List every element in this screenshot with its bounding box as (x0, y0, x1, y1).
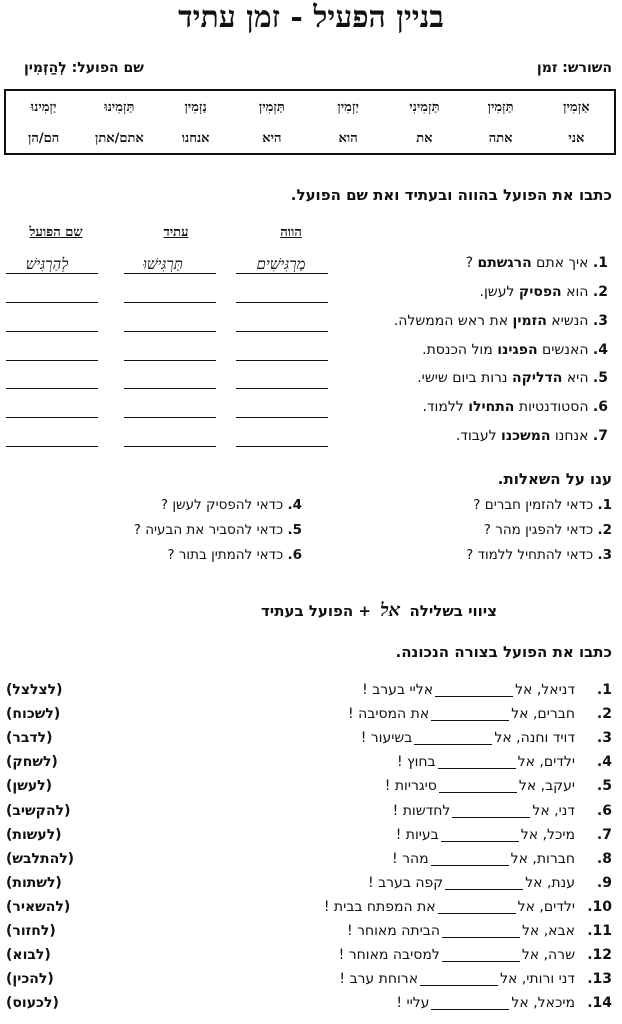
question-text: כדאי להתחיל ללמוד ? (466, 547, 594, 563)
conj-pronoun: את (416, 130, 433, 146)
conj-form: תַּזְמִין (258, 99, 285, 115)
verb-hint: (לבוא) (6, 947, 51, 964)
answer-blank[interactable] (438, 913, 516, 914)
item-after: סיגריות ! (384, 778, 437, 795)
sentence-verb: הדליקה (512, 370, 563, 386)
sentence-row (456, 426, 608, 446)
sentence-after: מול הכנסת. (422, 342, 498, 358)
sentence-row (422, 397, 608, 417)
infinitive-label: שם הפועל: לְהַזְמִין (24, 60, 144, 76)
sentence-before: איך אתם (531, 255, 589, 271)
fill-in-item (397, 754, 575, 770)
sentence-number: 2. (592, 284, 608, 300)
sentence-after: ללמוד. (422, 399, 469, 415)
item-after: הביתה מאוחר ! (347, 923, 440, 939)
item-after: בעיות ! (395, 826, 439, 843)
example-future: תַּרְגִּישׁוּ (143, 255, 183, 273)
item-number: 7. (596, 826, 612, 843)
section2-instruction: ענו על השאלות. (497, 470, 612, 488)
conj-pronoun: הוא (338, 130, 358, 146)
item-after: למסיבה מאוחר ! (338, 947, 440, 964)
question-item (466, 547, 612, 563)
fill-in-item (339, 971, 575, 987)
item-number: 3. (596, 730, 612, 747)
answer-line-infinitive[interactable] (6, 417, 98, 418)
item-before: ענת, אל (525, 874, 575, 891)
answer-blank[interactable] (420, 985, 498, 986)
question-text: כדאי להפגין מהר ? (483, 522, 594, 538)
item-number: 1. (596, 682, 612, 698)
verb-hint: (לשכוח) (6, 706, 61, 723)
sentence-number: 1. (592, 255, 608, 271)
answer-blank[interactable] (442, 961, 520, 962)
heading-left: + הפועל בעתיד (260, 602, 371, 620)
sentence-row (466, 253, 608, 273)
answer-line-future[interactable] (124, 273, 216, 274)
item-number: 5. (596, 778, 612, 795)
item-number: 12. (587, 947, 612, 964)
question-text: כדאי להסביר את הבעיה ? (133, 522, 284, 538)
sentence-row (480, 282, 608, 302)
sentence-before: הנשיא (546, 313, 589, 329)
answer-blank[interactable] (438, 768, 516, 769)
sentence-before: האנשים (537, 342, 589, 358)
question-number: 5. (287, 522, 302, 538)
verb-hint: (להקשיב) (6, 802, 71, 819)
answer-blank[interactable] (431, 1009, 509, 1010)
answer-line-future[interactable] (124, 388, 216, 389)
sentence-number: 4. (592, 342, 608, 358)
answer-line-present[interactable] (236, 302, 328, 303)
item-number: 9. (596, 874, 612, 891)
sentence-verb: הפגינו (497, 342, 538, 358)
answer-blank[interactable] (452, 817, 530, 818)
verb-hint: (לדבר) (6, 730, 53, 747)
item-before: ילדים, אל (517, 754, 575, 771)
conj-pronoun: היא (262, 130, 282, 146)
conj-form: יַזְמִין (337, 99, 359, 115)
item-after: את המפתח בבית ! (323, 898, 436, 915)
answer-line-present[interactable] (236, 446, 328, 447)
conj-pronoun: אתם/אתן (95, 130, 144, 146)
item-before: דני ורותי, אל (500, 971, 575, 988)
question-item (167, 547, 302, 563)
sentence-row (422, 340, 608, 360)
answer-line-future[interactable] (124, 446, 216, 447)
sentence-before: אנחנו (550, 428, 589, 444)
sentence-verb: הרגשתם (477, 255, 532, 271)
answer-line-infinitive[interactable] (6, 331, 98, 332)
section3-instruction: כתבו את הפועל בצורה הנכונה. (395, 643, 612, 661)
conj-form: תַּזְמִינוּ (104, 99, 135, 115)
question-item (484, 522, 612, 538)
conj-form: תַּזְמִין (487, 99, 514, 115)
sentence-before: הסטודנטיות (514, 399, 589, 415)
section3-heading (261, 600, 497, 621)
item-after: ארוחת ערב ! (339, 971, 419, 988)
fill-in-item (396, 827, 575, 843)
item-after: את המסיבה ! (348, 706, 430, 723)
answer-line-present[interactable] (236, 331, 328, 332)
fill-in-item (362, 682, 575, 698)
verb-hint: (להתלבש) (6, 850, 75, 867)
verb-hint: (לכעוס) (6, 995, 59, 1012)
item-after: בחוץ ! (396, 754, 436, 771)
sentence-verb: הפסיק (518, 284, 562, 300)
item-before: מיכל, אל (520, 826, 575, 843)
question-item (161, 497, 302, 513)
question-number: 2. (597, 522, 612, 538)
item-after: מהר ! (392, 850, 429, 867)
item-before: שרה, אל (521, 947, 575, 964)
answer-line-future[interactable] (124, 331, 216, 332)
question-number: 3. (597, 547, 612, 563)
conj-form: אַזְמִין (563, 99, 590, 115)
heading-right: ציווי בשלילה (409, 602, 497, 620)
fill-in-item (361, 730, 575, 746)
header-future: עתיד (163, 225, 189, 240)
conj-pronoun: אנחנו (181, 130, 210, 146)
verb-hint: (לעשות) (6, 826, 62, 843)
question-item (134, 522, 302, 538)
answer-line-infinitive[interactable] (6, 273, 98, 274)
conj-pronoun: אני (568, 130, 585, 146)
item-after: לחדשות ! (392, 802, 451, 819)
verb-hint: (להשאיר) (6, 898, 71, 915)
answer-line-present[interactable] (236, 388, 328, 389)
sentence-verb: המשכנו (501, 428, 551, 444)
example-infinitive: לְהַרְגִּישׁ (25, 255, 69, 273)
item-before: יעקב, אל (518, 778, 575, 795)
verb-hint: (לשחק) (6, 754, 58, 771)
item-before: מיכאל, אל (511, 995, 575, 1012)
sentence-number: 5. (592, 370, 608, 386)
answer-line-present[interactable] (236, 360, 328, 361)
item-after: עליי ! (396, 995, 430, 1012)
answer-line-future[interactable] (124, 360, 216, 361)
item-after: אליי בערב ! (362, 682, 434, 698)
answer-line-infinitive[interactable] (6, 446, 98, 447)
root-label: השורש: זמן (536, 60, 612, 76)
sentence-verb: התחילו (468, 399, 515, 415)
item-number: 6. (596, 802, 612, 819)
answer-blank[interactable] (431, 720, 509, 721)
sentence-before: הוא (561, 284, 589, 300)
sentence-before: היא (562, 370, 589, 386)
answer-blank[interactable] (414, 744, 492, 745)
conj-pronoun: הם/הן (28, 130, 60, 146)
verb-hint: (לעשן) (6, 778, 53, 795)
sentence-number: 7. (592, 428, 608, 444)
sentence-after: לעבוד. (455, 428, 502, 444)
item-before: אבא, אל (521, 923, 575, 939)
page-title: בניין הפעיל - זמן עתיד (178, 0, 444, 35)
verb-hint: (לחזור) (6, 923, 56, 939)
answer-blank[interactable] (442, 937, 520, 938)
conj-form: תַּזְמִינִי (409, 99, 440, 115)
sentence-number: 3. (592, 313, 608, 329)
item-number: 14. (587, 995, 612, 1012)
conjugation-table (4, 89, 616, 155)
answer-line-future[interactable] (124, 302, 216, 303)
sentence-after: את ראש הממשלה. (393, 313, 513, 329)
sentence-after: לעשן. (479, 284, 519, 300)
answer-line-infinitive[interactable] (6, 360, 98, 361)
answer-blank[interactable] (431, 865, 509, 866)
sentence-after: ? (465, 255, 478, 271)
fill-in-item (392, 851, 575, 867)
item-before: דני, אל (532, 802, 575, 819)
fill-in-item (348, 706, 575, 722)
conj-form: נַזְמִין (184, 99, 207, 115)
item-number: 4. (596, 754, 612, 771)
conj-form: יַזְמִינוּ (30, 99, 57, 115)
question-number: 1. (597, 497, 612, 513)
question-number: 4. (287, 497, 302, 513)
answer-blank[interactable] (441, 841, 519, 842)
header-present: הווה (280, 225, 302, 240)
answer-line-present[interactable] (236, 273, 328, 274)
item-number: 8. (596, 850, 612, 867)
header-infinitive: שם הפועל (29, 225, 83, 240)
section1-instruction: כתבו את הפועל בהווה ובעתיד ואת שם הפועל. (290, 186, 612, 204)
question-text: כדאי להמתין בתור ? (167, 547, 284, 563)
answer-blank[interactable] (439, 792, 517, 793)
verb-hint: (לצלצל) (6, 682, 63, 698)
fill-in-item (396, 995, 575, 1011)
item-number: 10. (587, 898, 612, 915)
question-text: כדאי להפסיק לעשן ? (160, 497, 284, 513)
fill-in-item (393, 803, 575, 819)
item-before: דויד וחנה, אל (494, 730, 575, 747)
sentence-verb: הזמין (512, 313, 547, 329)
question-number: 6. (287, 547, 302, 563)
example-present: מַרְגִּישִׁים (256, 255, 306, 273)
conj-pronoun: אתה (488, 130, 513, 146)
verb-hint: (להכין) (6, 971, 54, 988)
item-number: 11. (587, 923, 612, 939)
fill-in-item (385, 778, 575, 794)
item-before: חברות, אל (510, 850, 575, 867)
sentence-row (394, 311, 608, 331)
answer-blank[interactable] (445, 889, 523, 890)
answer-line-future[interactable] (124, 417, 216, 418)
sentence-row (417, 368, 608, 388)
item-before: חברים, אל (511, 706, 575, 723)
answer-line-present[interactable] (236, 417, 328, 418)
answer-line-infinitive[interactable] (6, 388, 98, 389)
fill-in-item (339, 947, 575, 963)
item-number: 13. (587, 971, 612, 988)
sentence-after: נרות ביום שישי. (417, 370, 512, 386)
question-item (473, 497, 612, 513)
al-signature: אל (380, 600, 401, 621)
fill-in-item (368, 875, 575, 891)
item-before: ילדים, אל (517, 898, 575, 915)
item-after: בשיעור ! (360, 730, 413, 747)
sentence-number: 6. (592, 399, 608, 415)
question-text: כדאי להזמין חברים ? (473, 497, 594, 513)
answer-line-infinitive[interactable] (6, 302, 98, 303)
fill-in-item (347, 923, 575, 939)
item-before: דניאל, אל (515, 682, 575, 698)
verb-hint: (לשתות) (6, 874, 62, 891)
fill-in-item (324, 899, 575, 915)
item-number: 2. (596, 706, 612, 723)
answer-blank[interactable] (435, 696, 513, 697)
item-after: קפה בערב ! (368, 874, 444, 891)
